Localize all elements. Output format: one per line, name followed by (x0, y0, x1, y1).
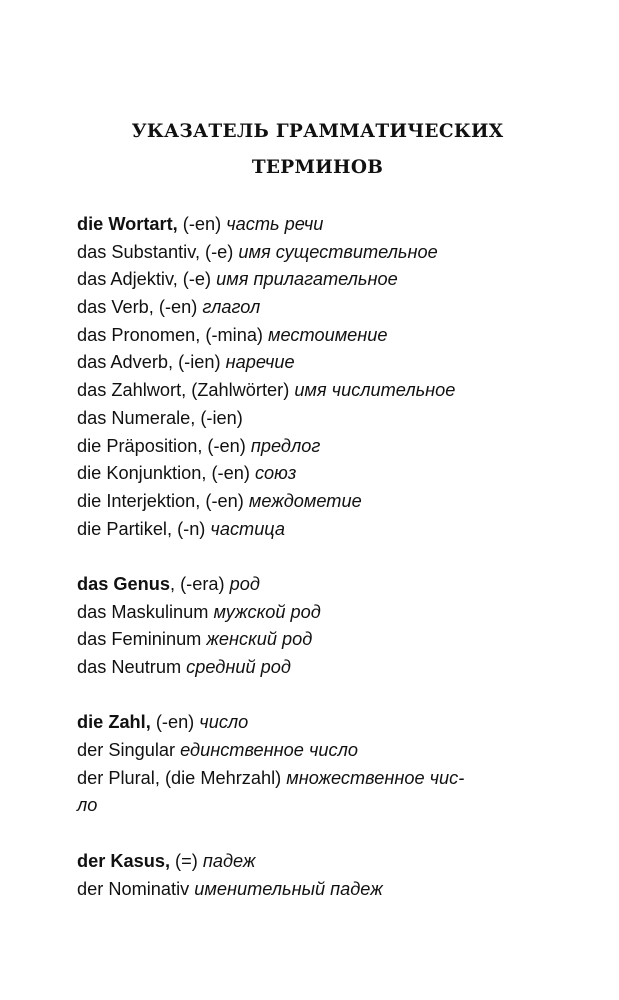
list-item (77, 377, 577, 405)
russian-translation: единственное число (180, 740, 358, 761)
german-term: der Plural, (die Mehrzahl) (77, 767, 287, 788)
list-item (77, 460, 577, 488)
section-translation: число (199, 712, 249, 733)
russian-translation: множественное чис- (286, 767, 465, 788)
russian-translation: глагол (202, 297, 261, 318)
russian-translation: имя прилагательное (216, 269, 398, 290)
glossary-entries (77, 211, 577, 903)
list-item (77, 516, 577, 544)
list-item (77, 294, 577, 322)
section-grammar: (-en) (177, 214, 227, 234)
russian-translation: имя числительное (294, 380, 456, 401)
russian-translation: именительный падеж (194, 878, 383, 899)
list-item (77, 433, 577, 461)
list-item (77, 765, 577, 793)
list-item (77, 266, 577, 294)
section-head-kasus (77, 848, 577, 876)
russian-translation: предлог (250, 435, 321, 456)
section-head-wortart (77, 211, 577, 239)
section-head-zahl (77, 709, 577, 737)
german-term: das Numerale, (-ien) (77, 407, 243, 428)
german-term: das Zahlwort, (Zahlwörter) (77, 380, 295, 401)
section-term: das Genus (77, 573, 170, 594)
russian-translation: женский род (206, 629, 313, 650)
list-item (77, 626, 577, 654)
list-item (77, 405, 577, 433)
russian-translation: мужской род (213, 601, 321, 622)
russian-translation: наречие (225, 352, 295, 373)
list-item (77, 792, 577, 820)
section-spacer (77, 543, 577, 571)
section-head-genus (77, 571, 577, 599)
german-term: das Femininum (77, 629, 207, 650)
russian-translation: средний род (186, 657, 291, 677)
german-term: die Interjektion, (-en) (77, 490, 249, 511)
list-item (77, 654, 577, 682)
german-term: der Singular (77, 740, 181, 761)
russian-translation: ло (77, 795, 98, 816)
section-grammar: (-en) (150, 712, 200, 733)
index-title-line-2: ТЕРМИНОВ (251, 157, 384, 178)
russian-translation: имя существительное (238, 241, 438, 262)
list-item (77, 737, 577, 765)
russian-translation: междометие (248, 490, 362, 511)
german-term: das Maskulinum (77, 601, 214, 622)
list-item (77, 876, 577, 904)
list-item (77, 239, 577, 267)
russian-translation: местоимение (268, 324, 388, 345)
index-title-line-1: УКАЗАТЕЛЬ ГРАММАТИЧЕСКИХ (131, 121, 504, 142)
german-term: der Nominativ (77, 878, 195, 899)
section-spacer (77, 820, 577, 848)
section-translation: род (229, 573, 260, 594)
section-translation: часть речи (226, 214, 324, 234)
german-term: die Präposition, (-en) (77, 435, 251, 456)
german-term: das Substantiv, (-e) (77, 241, 239, 262)
german-term: das Adverb, (-ien) (77, 352, 226, 373)
section-term: die Wortart, (77, 214, 178, 234)
list-item (77, 322, 577, 350)
section-term: die Zahl, (77, 712, 151, 733)
russian-translation: союз (254, 463, 297, 484)
section-grammar: (=) (170, 850, 203, 871)
russian-translation: частица (210, 518, 286, 539)
section-translation: падеж (202, 850, 256, 871)
section-grammar: , (-era) (170, 573, 230, 594)
german-term: die Partikel, (-n) (77, 518, 211, 539)
section-spacer (77, 682, 577, 710)
list-item (77, 349, 577, 377)
list-item (77, 488, 577, 516)
list-item (77, 599, 577, 627)
german-term: das Verb, (-en) (77, 297, 203, 318)
german-term: das Pronomen, (-mina) (77, 324, 269, 345)
section-term: der Kasus, (77, 850, 170, 871)
german-term: das Neutrum (77, 657, 187, 677)
german-term: das Adjektiv, (-e) (77, 269, 217, 290)
german-term: die Konjunktion, (-en) (77, 463, 255, 484)
